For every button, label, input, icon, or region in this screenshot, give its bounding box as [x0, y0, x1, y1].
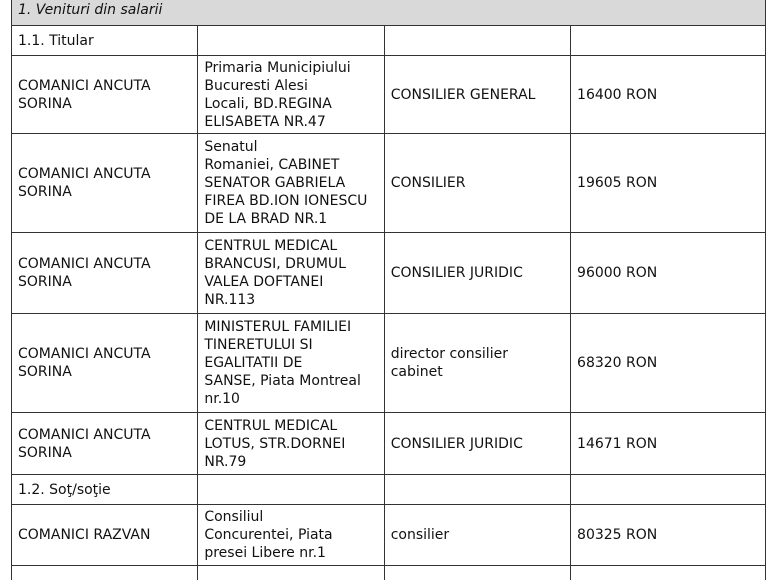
employer-cell: Consiliul Concurentei, Piata presei Libere nr.1 [198, 505, 384, 566]
employer-cell: CENTRUL MEDICAL LOTUS, STR.DORNEI NR.79 [198, 413, 384, 475]
empty-cell [384, 566, 570, 581]
function-cell: CONSILIER JURIDIC [384, 413, 570, 475]
income-cell: 19605 RON [571, 134, 766, 233]
function-cell: CONSILIER GENERAL [384, 56, 570, 134]
empty-cell [198, 566, 384, 581]
titular-income-row [12, 134, 766, 233]
employer-cell: Senatul Romaniei, CABINET SENATOR GABRIELA FIREA BD.ION IONESCU DE LA BRAD NR.1 [198, 134, 384, 233]
function-cell: director consilier cabinet [384, 314, 570, 413]
function-cell: consilier [384, 505, 570, 566]
person-name-cell: COMANICI ANCUTA SORINA [12, 56, 198, 134]
income-cell: 68320 RON [571, 314, 766, 413]
income-cell: 16400 RON [571, 56, 766, 134]
sot-subheader-row [12, 475, 766, 505]
employer-cell: Primaria Municipiului Bucuresti Alesi Locali, BD.REGINA ELISABETA NR.47 [198, 56, 384, 134]
person-name-cell: COMANICI ANCUTA SORINA [12, 233, 198, 314]
function-cell: CONSILIER JURIDIC [384, 233, 570, 314]
person-name-cell: COMANICI ANCUTA SORINA [12, 413, 198, 475]
empty-cell [12, 566, 198, 581]
titular-income-row [12, 314, 766, 413]
empty-cell [384, 26, 570, 56]
income-cell: 96000 RON [571, 233, 766, 314]
empty-cell [571, 566, 766, 581]
income-cell: 80325 RON [571, 505, 766, 566]
spouse-income-row [12, 505, 766, 566]
empty-cell [571, 475, 766, 505]
function-cell: CONSILIER [384, 134, 570, 233]
sot-label: 1.2. Soţ/soţie [12, 475, 198, 505]
person-name-cell: COMANICI ANCUTA SORINA [12, 134, 198, 233]
section-title: 1. Venituri din salarii [12, 0, 766, 26]
empty-cell [384, 475, 570, 505]
income-cell: 14671 RON [571, 413, 766, 475]
titular-income-row [12, 56, 766, 134]
titular-subheader-row [12, 26, 766, 56]
titular-label: 1.1. Titular [12, 26, 198, 56]
titular-income-row [12, 233, 766, 314]
income-table [11, 0, 766, 580]
empty-cell [198, 475, 384, 505]
titular-income-row [12, 413, 766, 475]
employer-cell: MINISTERUL FAMILIEI TINERETULUI SI EGALITATII DE SANSE, Piata Montreal nr.10 [198, 314, 384, 413]
income-table-body [12, 0, 766, 580]
income-declaration-table-container [11, 0, 766, 580]
section-header-row [12, 0, 766, 26]
person-name-cell: COMANICI ANCUTA SORINA [12, 314, 198, 413]
empty-cell [571, 26, 766, 56]
empty-cell [198, 26, 384, 56]
employer-cell: CENTRUL MEDICAL BRANCUSI, DRUMUL VALEA DOFTANEI NR.113 [198, 233, 384, 314]
table-row-continuation [12, 566, 766, 581]
person-name-cell: COMANICI RAZVAN [12, 505, 198, 566]
